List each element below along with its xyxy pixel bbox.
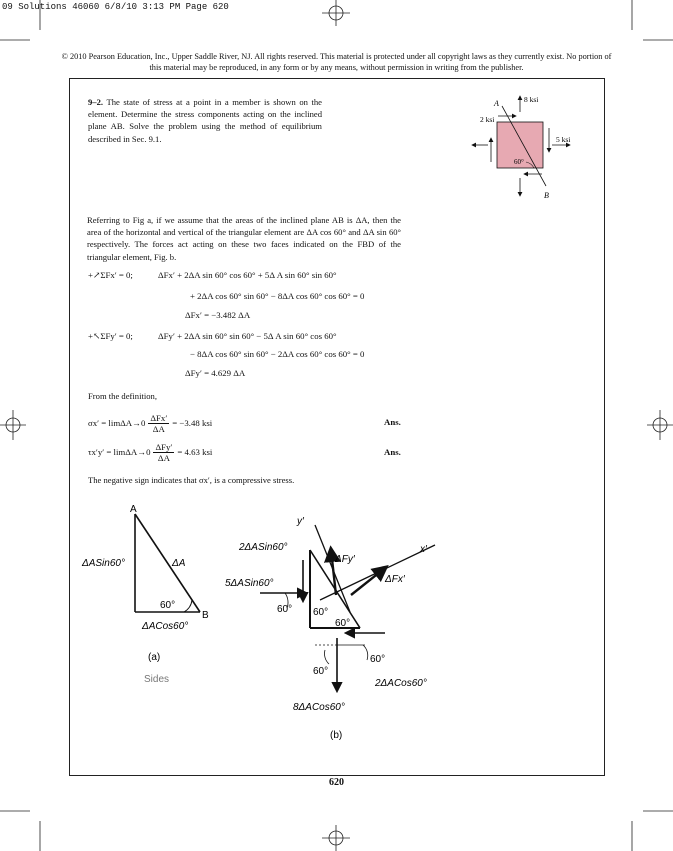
fig-b-angle-b: 60° bbox=[313, 607, 329, 618]
problem-number: 9–2. bbox=[88, 97, 104, 107]
print-slug: 09 Solutions 46060 6/8/10 3:13 PM Page 620 bbox=[2, 2, 229, 12]
stress-element-figure bbox=[470, 92, 582, 204]
fig-b-angle-a: 60° bbox=[277, 604, 293, 615]
sigma-denominator: ΔA bbox=[152, 423, 165, 434]
tau-rhs: = 4.63 ksi bbox=[177, 447, 213, 457]
fig-a-note: Sides bbox=[144, 674, 170, 685]
fig-b-force-top: 2ΔASin60° bbox=[239, 542, 288, 553]
sum-fy-line-2: − 8ΔA cos 60° sin 60° − 2ΔA cos 60° cos 60° = 0 bbox=[190, 349, 365, 359]
sum-fx-result: ΔFx′ = −3.482 ΔA bbox=[185, 310, 251, 320]
fig-b-force-left: 5ΔASin60° bbox=[225, 578, 274, 589]
from-definition-text: From the definition, bbox=[88, 391, 157, 401]
delta-fx-arrow bbox=[351, 568, 385, 595]
figure-b-fbd bbox=[225, 500, 475, 750]
stress-2-ksi: 2 ksi bbox=[480, 115, 495, 124]
sigma-ans-label: Ans. bbox=[384, 417, 401, 427]
label-a: A bbox=[494, 99, 499, 108]
sigma-lhs: σx′ = limΔA→0 bbox=[88, 418, 146, 428]
fig-a-caption: (a) bbox=[148, 652, 161, 663]
tau-ans-label: Ans. bbox=[384, 447, 401, 457]
fig-a-label-a: A bbox=[130, 504, 137, 515]
fig-a-label-b: B bbox=[202, 610, 209, 621]
tau-equation bbox=[88, 437, 212, 467]
fig-a-side-hyp: ΔA bbox=[172, 558, 186, 569]
page-number: 620 bbox=[329, 777, 344, 788]
fig-b-force-bottom: 8ΔACos60° bbox=[293, 702, 345, 713]
stress-8-ksi: 8 ksi bbox=[524, 95, 539, 104]
sum-fy-line-1: ΔFy′ + 2ΔA sin 60° sin 60° − 5Δ A sin 60° cos 60° bbox=[158, 331, 337, 341]
fig-b-y-axis: y′ bbox=[297, 516, 304, 527]
fig-b-caption: (b) bbox=[330, 730, 343, 741]
fig-b-force-right: 2ΔACos60° bbox=[375, 678, 427, 689]
sigma-equation bbox=[88, 408, 212, 438]
fig-a-side-bottom: ΔACos60° bbox=[142, 621, 189, 632]
referring-paragraph: Referring to Fig a, if we assume that the areas of the inclined plane AB is ΔA, then the area of the horizontal and vertical of the triangular element are ΔA cos 60° and ΔA sin 60° respectively. The forces act acting on these two faces indicated on the FBD of the triangular element, Fig. b. bbox=[87, 215, 401, 262]
fig-b-x-axis: x′ bbox=[420, 544, 427, 555]
sigma-rhs: = −3.48 ksi bbox=[172, 418, 213, 428]
copyright-notice: © 2010 Pearson Education, Inc., Upper Saddle River, NJ. All rights reserved. This material is protected under all copyright laws as they currently exist. No portion of this material may be reproduced, in any form or by any means, without permission in writing from the publisher. bbox=[61, 52, 612, 72]
fig-b-fx: ΔFx′ bbox=[385, 574, 405, 585]
tau-fraction bbox=[153, 442, 174, 463]
fig-b-fy: ΔFy′ bbox=[335, 554, 355, 565]
fig-b-angle-e: 60° bbox=[313, 666, 329, 677]
tau-lhs: τx′y′ = limΔA→0 bbox=[88, 447, 151, 457]
sum-fx-label: +↗ΣFx′ = 0; bbox=[88, 270, 133, 280]
label-b: B bbox=[544, 191, 549, 200]
fig-a-side-left: ΔASin60° bbox=[82, 558, 125, 569]
fig-b-angle-c: 60° bbox=[335, 618, 351, 629]
problem-text: The state of stress at a point in a member is shown on the element. Determine the stress components acting on the inclined plane AB. Solve the problem using the method of equilibrium described in Sec. 9.1. bbox=[88, 97, 322, 144]
stress-5-ksi: 5 ksi bbox=[556, 135, 571, 144]
sum-fx-line-1: ΔFx′ + 2ΔA sin 60° cos 60° + 5Δ A sin 60° sin 60° bbox=[158, 270, 337, 280]
triangle-hypotenuse bbox=[135, 514, 200, 612]
angle-60: 60° bbox=[514, 158, 524, 166]
sigma-numerator: ΔFx′ bbox=[150, 412, 168, 423]
sum-fy-result: ΔFy′ = 4.629 ΔA bbox=[185, 368, 246, 378]
sum-fx-line-2: + 2ΔA cos 60° sin 60° − 8ΔA cos 60° cos 60° = 0 bbox=[190, 291, 365, 301]
fig-b-angle-d: 60° bbox=[370, 654, 386, 665]
negative-sign-note: The negative sign indicates that σx′, is a compressive stress. bbox=[88, 475, 295, 485]
tau-numerator: ΔFy′ bbox=[155, 441, 173, 452]
problem-statement bbox=[88, 96, 322, 145]
sigma-fraction bbox=[148, 413, 169, 434]
sum-fy-label: +↖ΣFy′ = 0; bbox=[88, 331, 133, 341]
fig-a-angle: 60° bbox=[160, 600, 176, 611]
tau-denominator: ΔA bbox=[157, 452, 170, 463]
